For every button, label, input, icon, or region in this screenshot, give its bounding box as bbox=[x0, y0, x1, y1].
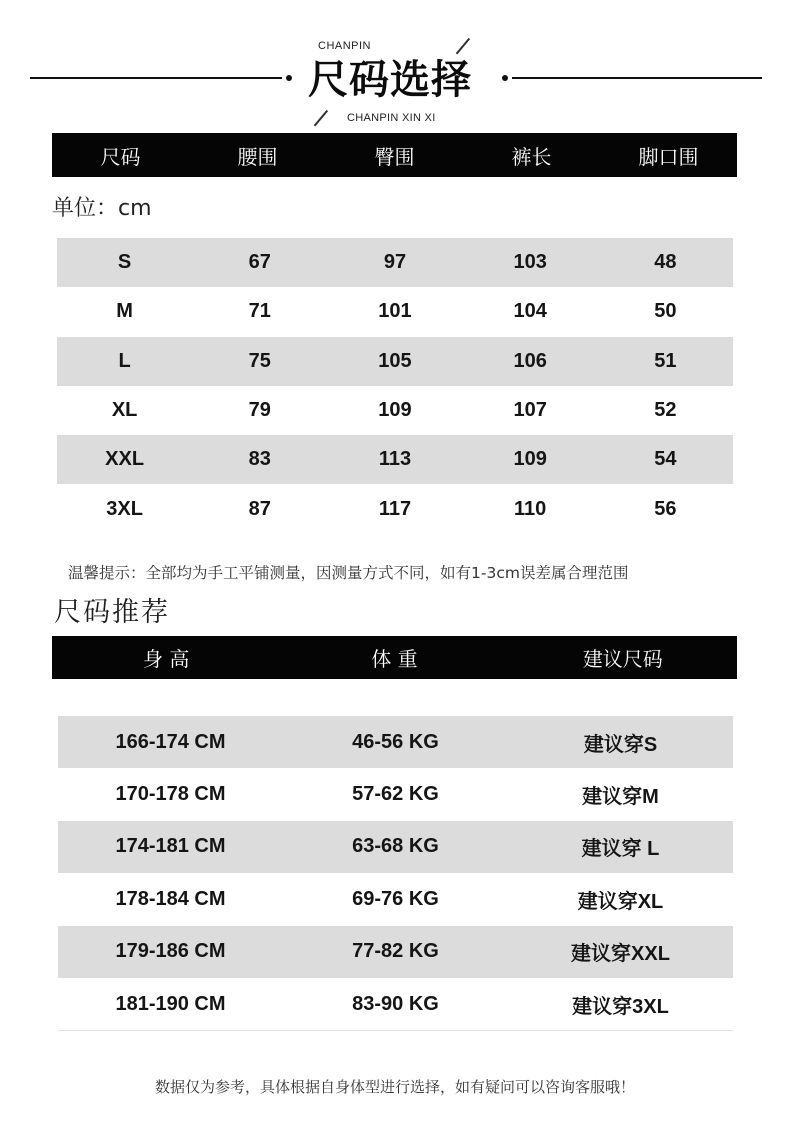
table-row bbox=[57, 484, 733, 533]
table-cell: L bbox=[118, 349, 131, 372]
header-hip: 臀围 bbox=[374, 144, 415, 169]
recommend-table bbox=[58, 716, 733, 1030]
table-cell: 106 bbox=[513, 349, 547, 372]
table-cell: 52 bbox=[654, 399, 677, 422]
table-cell: S bbox=[117, 251, 132, 274]
table-cell: 101 bbox=[378, 300, 412, 323]
table-row bbox=[58, 873, 733, 925]
footer-note: 数据仅为参考，具体根据自身体型进行选择，如有疑问可以咨询客服哦！ bbox=[154, 1078, 635, 1096]
measurement-tip: 温馨提示：全部均为手工平铺测量，因测量方式不同，如有1-3cm误差属合理范围 bbox=[68, 564, 629, 582]
table-row bbox=[57, 238, 733, 287]
table-cell: 54 bbox=[654, 448, 677, 471]
header-weight: 体 重 bbox=[371, 647, 418, 671]
table-row bbox=[57, 435, 733, 484]
table-cell: 107 bbox=[513, 399, 547, 422]
table-cell: 48 bbox=[654, 251, 677, 274]
table-cell: 51 bbox=[654, 349, 677, 372]
table-cell: 75 bbox=[248, 349, 271, 372]
table-cell: 83-90 KG bbox=[352, 992, 439, 1015]
table-cell: XL bbox=[111, 399, 138, 422]
decor-slash bbox=[314, 110, 328, 126]
table-cell: 3XL bbox=[106, 497, 143, 520]
table-cell: 69-76 KG bbox=[352, 887, 439, 910]
recommend-table-header bbox=[52, 636, 737, 679]
page-title: 尺码选择 bbox=[308, 57, 472, 103]
header-size: 尺码 bbox=[100, 144, 141, 169]
table-cell: 建议穿XXL bbox=[571, 943, 670, 966]
table-cell: 170-178 CM bbox=[115, 783, 226, 806]
table-cell: 174-181 CM bbox=[115, 835, 226, 858]
table-cell: 71 bbox=[248, 300, 271, 323]
table-cell: 建议穿S bbox=[583, 733, 658, 756]
table-cell: 87 bbox=[248, 497, 271, 520]
table-cell: 46-56 KG bbox=[352, 730, 439, 753]
title-banner bbox=[0, 0, 790, 130]
header-height: 身 高 bbox=[142, 647, 190, 671]
size-table bbox=[57, 238, 733, 534]
table-cell: 103 bbox=[513, 251, 547, 274]
table-cell: 104 bbox=[513, 300, 547, 323]
table-cell: 110 bbox=[514, 497, 547, 520]
table-cell: M bbox=[116, 300, 133, 323]
decor-dot-right bbox=[502, 75, 508, 81]
table-cell: 建议穿XL bbox=[577, 890, 664, 913]
table-cell: 63-68 KG bbox=[352, 835, 439, 858]
table-cell: 建议穿M bbox=[582, 786, 659, 809]
table-row bbox=[57, 287, 733, 336]
table-cell: 113 bbox=[378, 448, 412, 471]
size-table-header bbox=[52, 133, 737, 177]
table-row bbox=[58, 768, 733, 820]
table-cell: 179-186 CM bbox=[115, 940, 226, 963]
decor-line-right bbox=[512, 77, 762, 79]
table-cell: 109 bbox=[378, 399, 412, 422]
table-cell: XXL bbox=[105, 448, 145, 471]
table-cell: 105 bbox=[378, 349, 412, 372]
table-cell: 77-82 KG bbox=[352, 940, 439, 963]
table-cell: 181-190 CM bbox=[115, 992, 226, 1015]
header-length: 裤长 bbox=[511, 144, 552, 169]
header-suggested-size: 建议尺码 bbox=[582, 647, 663, 671]
decor-slash bbox=[456, 38, 470, 54]
table-cell: 56 bbox=[654, 497, 677, 520]
decor-dot-left bbox=[286, 75, 292, 81]
table-cell: 建议穿 L bbox=[581, 838, 660, 861]
table-row bbox=[58, 716, 733, 768]
divider bbox=[58, 1030, 733, 1031]
title-bottom-en: CHANPIN XIN XI bbox=[347, 112, 436, 124]
header-waist: 腰围 bbox=[237, 144, 278, 169]
table-row bbox=[57, 386, 733, 435]
recommend-title: 尺码推荐 bbox=[54, 597, 170, 628]
unit-label: 单位：cm bbox=[52, 196, 152, 221]
table-cell: 83 bbox=[248, 448, 271, 471]
table-cell: 117 bbox=[378, 497, 412, 520]
title-top-en: CHANPIN bbox=[318, 40, 372, 52]
table-row bbox=[58, 821, 733, 873]
table-cell: 178-184 CM bbox=[115, 887, 226, 910]
table-cell: 166-174 CM bbox=[115, 730, 226, 753]
table-cell: 50 bbox=[654, 300, 677, 323]
table-cell: 109 bbox=[513, 448, 547, 471]
table-cell: 67 bbox=[248, 251, 271, 274]
table-cell: 57-62 KG bbox=[352, 783, 439, 806]
decor-line-left bbox=[30, 77, 282, 79]
table-cell: 79 bbox=[248, 399, 271, 422]
table-row bbox=[58, 978, 733, 1030]
table-cell: 97 bbox=[383, 251, 407, 274]
table-cell: 建议穿3XL bbox=[572, 995, 669, 1018]
table-row bbox=[58, 926, 733, 978]
table-row bbox=[57, 337, 733, 386]
header-hem: 脚口围 bbox=[638, 144, 699, 169]
